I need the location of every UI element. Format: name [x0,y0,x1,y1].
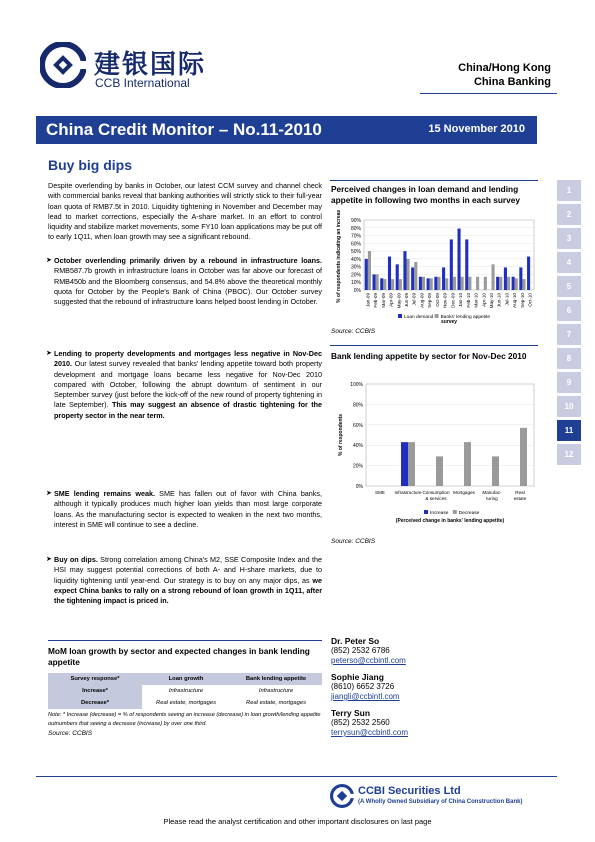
legend-swatch [424,510,428,514]
analyst-list [331,636,537,737]
x-tick-label: Infrastructure [394,490,422,495]
bar [430,278,433,290]
bar [504,267,507,290]
page-tab-4[interactable]: 4 [557,252,581,273]
y-tick-label: 50% [350,249,361,256]
header-sector: China Banking [473,76,551,88]
bar [442,267,445,290]
analyst-phone: (852) 2532 6786 [331,646,390,655]
table-row [48,685,322,697]
bar [407,259,410,290]
table-cell: Infrastructure [168,688,204,694]
title-bar [36,116,537,144]
chart1 [330,210,540,331]
chart2-title: Bank lending appetite by sector for Nov-Dec 2010 [331,351,527,361]
y-axis-label: % of respondents [338,414,344,456]
chart2 [330,364,540,539]
x-tick-label: turing [486,496,498,501]
table-header-row [48,673,322,685]
page-tab-5[interactable]: 5 [557,276,581,297]
chart2-rule [330,345,538,346]
header-rule [420,93,557,94]
bullet-arrow-icon: ➤ [46,490,52,497]
bar [507,277,510,290]
x-tick-label: Consumption [422,490,450,495]
analyst-name: Dr. Peter So [331,636,380,646]
ccb-logo-icon [40,42,86,88]
header-region-sector [391,61,551,89]
bar [461,277,464,290]
analyst-3 [331,708,537,737]
x-tick-label: Feb-10 [465,293,471,308]
table-row [48,697,322,709]
footer-subtitle: (A Wholly Owned Subsidiary of China Construction Bank) [358,799,523,805]
bar [512,277,515,290]
bar [419,277,422,290]
bullet-arrow-icon: ➤ [46,350,52,357]
bar [450,239,453,290]
legend-label: Banks' lending appetite [440,315,491,320]
bar [464,442,471,486]
bullet-2 [46,349,322,421]
x-tick-label: Mar-10 [473,293,479,308]
legend-label: Increase [430,511,449,516]
y-axis-label: % of respondents indicating an increase [336,210,342,303]
page-tab-1[interactable]: 1 [557,180,581,201]
y-tick-label: 0% [353,288,361,294]
bar [445,278,448,290]
page-tab-11[interactable]: 11 [557,420,581,441]
bar [492,456,499,486]
ccbi-logo-icon [330,784,354,808]
page-tab-9[interactable]: 9 [557,372,581,393]
x-tick-label: Nov-09 [442,293,448,308]
table-source: Source: CCBIS [48,730,93,737]
analyst-2 [331,672,537,701]
bar [519,267,522,290]
bar [427,278,430,290]
page-tab-6[interactable]: 6 [557,300,581,321]
bullet-1 [46,256,322,307]
y-tick-label: 90% [350,218,361,224]
chart2-svg [330,364,540,534]
logo-english-name: CCB International [95,76,190,90]
x-tick-label: Real [515,490,525,495]
chart1-source: Source: CCBIS [331,328,376,335]
bar [403,251,406,290]
page-tab-3[interactable]: 3 [557,228,581,249]
table-cell: Real estate, mortgages [246,700,306,706]
x-tick-label: Oct-10 [527,293,533,307]
x-tick-label: Dec-09 [450,293,456,308]
x-axis-label: survey [440,319,458,325]
bar [368,251,371,290]
x-tick-label: Aug-09 [419,293,425,308]
x-tick-label: Jul-09 [411,293,417,306]
y-tick-label: 80% [350,225,361,232]
y-tick-label: 20% [350,272,361,279]
logo-chinese-name: 建银国际 [94,50,207,80]
bar [492,264,495,290]
analyst-name: Sophie Jiang [331,672,384,682]
x-tick-label: Feb-09 [373,293,379,308]
x-axis-label: (Perceived change in banks' lending appetite) [395,518,505,524]
legend-swatch [398,314,402,318]
analyst-phone: (852) 2532 2560 [331,718,390,727]
y-tick-label: 100% [350,382,363,388]
legend-swatch [435,314,439,318]
table-header: Survey response* [48,673,142,685]
page-tab-2[interactable]: 2 [557,204,581,225]
x-tick-label: Aug-10 [512,293,518,308]
table-header: Loan growth [142,673,230,685]
bar [522,279,525,290]
x-tick-label: Sep-10 [519,293,525,308]
bullet-arrow-icon: ➤ [46,257,52,264]
bar [414,262,417,290]
page-tab-10[interactable]: 10 [557,396,581,417]
bar [465,239,468,290]
analyst-phone: (8610) 6652 3726 [331,682,395,691]
legend-label: Loan demand [404,315,434,320]
bar [373,274,376,290]
x-tick-label: Manufac- [482,490,502,495]
footer-disclaimer: Please read the analyst certification and other important disclosures on last page [163,817,432,826]
x-tick-label: Apr-09 [388,293,394,307]
bar [499,277,502,290]
bar [468,277,471,290]
table-cell: Increase* [48,685,142,697]
y-tick-label: 40% [350,256,361,263]
bar [383,279,386,290]
bar [437,277,440,290]
y-tick-label: 60% [352,422,363,429]
y-tick-label: 70% [350,233,361,240]
bar [436,456,443,486]
bullet-2-text: Our latest survey revealed that banks' lending appetite toward both property development and mortgage loans became less negative for Nov-Dec 2010 compared with October, following the abrupt downturn of sentiment in our September survey (just before the kick-off of the new round of property tightening in late September). [54,359,322,410]
x-tick-label: May-10 [489,293,494,309]
legend-label: Decrease [458,511,480,516]
bar [365,259,368,290]
bar [388,257,391,290]
table-header: Bank lending appetite [230,673,322,685]
report-title: China Credit Monitor – No.11-2010 [46,120,322,139]
y-tick-label: 80% [352,402,363,409]
x-tick-label: Jan-09 [365,293,371,308]
y-tick-label: 30% [350,264,361,271]
bullet-1-text: RMB587.7b growth in infrastructure loans in October was far above our forecast of RMB450b and the Bloomberg consensus, and 54.8% above the theoretical monthly quota for October by the People's Bank of China (PBOC). Our October survey suggested that the rebound of infrastructure loans helped boost lending in October. [54,266,322,307]
y-tick-label: 20% [352,463,363,470]
bullet-1-lead: October overlending primarily driven by a rebound in infrastructure loans. [54,256,322,265]
x-tick-label: & services [425,496,447,501]
y-tick-label: 40% [352,443,363,450]
analyst-email-link[interactable]: jiangli@ccbintl.com [331,692,400,701]
bar [476,277,479,290]
table-cell: Infrastructure [258,688,294,694]
header-region: China/Hong Kong [458,62,551,74]
bar [399,279,402,290]
analyst-1 [331,636,537,665]
bar [396,264,399,290]
bullet-arrow-icon: ➤ [46,556,52,563]
bar [422,277,425,290]
table-note: Note: * Increase (decrease) = % of respondents seeing an increase (decrease) in loan growth/lending appetite outnumbers that seeing a decrease (increase) by over one third. [48,712,321,727]
legend-swatch [453,510,457,514]
bar [391,279,394,290]
bullet-4-tail: we expect China banks to rally on a strong rebound of loan growth in 1Q11, after the tightening impact is priced in. [54,575,322,606]
analyst-name: Terry Sun [331,708,371,718]
bar [376,274,379,290]
response-table [48,673,322,709]
analyst-email-link[interactable]: terrysun@ccbintl.com [331,728,409,737]
x-tick-label: Oct-09 [434,293,440,307]
table-cell: Real estate, mortgages [156,700,216,706]
bar [434,277,437,290]
bullet-3-lead: SME lending remains weak. [54,489,155,498]
footer-rule [36,776,557,777]
x-tick-label: Jul-10 [504,293,510,306]
analyst-email-link[interactable]: peterso@ccbintl.com [331,656,406,665]
x-tick-label: Sep-09 [427,293,433,308]
table-cell: Decrease* [48,697,142,709]
headline: Buy big dips [48,157,132,173]
chart1-svg [330,210,540,326]
x-tick-label: estate [513,496,527,501]
x-tick-label: SME [375,490,385,495]
report-date: 15 November 2010 [428,123,525,135]
bar [408,442,415,486]
footer-company: CCBI Securities Ltd [358,785,461,797]
x-tick-label: Mortgages [453,490,475,495]
page-tab-7[interactable]: 7 [557,324,581,345]
bar [496,277,499,290]
x-tick-label: Jun-10 [496,293,502,308]
bar [484,277,487,290]
chart1-title: Perceived changes in loan demand and lending appetite in following two months in each survey [331,184,521,205]
y-tick-label: 0% [355,484,363,490]
bullet-3-text: SME has fallen out of favor with China banks, although it typically produces much higher loan yields than most large corporate loans. As the manufacturing sector is expected to weaken in the next two months, interest in SME will continue to see a decline. [54,489,322,529]
bullet-3 [46,489,322,530]
chart1-rule [330,180,538,181]
chart2-source: Source: CCBIS [331,538,376,545]
bullet-2-lead: Lending to property developments and mortgages less negative in Nov-Dec 2010. [54,349,322,369]
plot-area [366,384,534,486]
bullet-2-tail: This may suggest an absence of drastic tightening for the property sector in the near term. [54,400,322,420]
bar [520,428,527,486]
page-tab-12[interactable]: 12 [557,444,581,465]
x-tick-label: Mar-09 [380,293,386,308]
bullet-4 [46,555,323,606]
table-section-title: MoM loan growth by sector and expected changes in bank lending appetite [48,646,310,667]
bar [411,267,414,290]
bullet-4-text: Strong correlation among China's M2, SSE Composite Index and the HSI may suggest potential corrections of both A- and H-share markets, due to liquidity tightening until year-end. Our strategy is to buy on any major dips, as [54,555,323,585]
intro-paragraph: Despite overlending by banks in October, our latest CCM survey and channel check with commercial banks reveal that banking authorities will strictly stick to their full-year loan quota of RMB7.5t in 2010. Liquidity tightening in November and December may lead to market corrections, especially the A-share market. In an effort to control liquidity and stabilize market movements, some FY10 loan applications may be put off to early 1Q11, when loan growth may see a significant rebound. [48,181,322,242]
bar [515,278,518,290]
bar [380,278,383,290]
table-section-rule [48,640,322,641]
x-tick-label: Apr-10 [481,293,487,307]
y-tick-label: 10% [350,280,361,287]
bar [458,229,461,290]
bar [453,277,456,290]
x-tick-label: Jun-09 [404,293,409,308]
bullet-4-lead: Buy on dips. [54,555,98,564]
x-tick-label: May-09 [396,293,402,309]
x-tick-label: Jan-10 [458,293,464,308]
bar [401,442,408,486]
y-tick-label: 60% [350,241,361,248]
page-tab-8[interactable]: 8 [557,348,581,369]
bar [527,257,530,290]
